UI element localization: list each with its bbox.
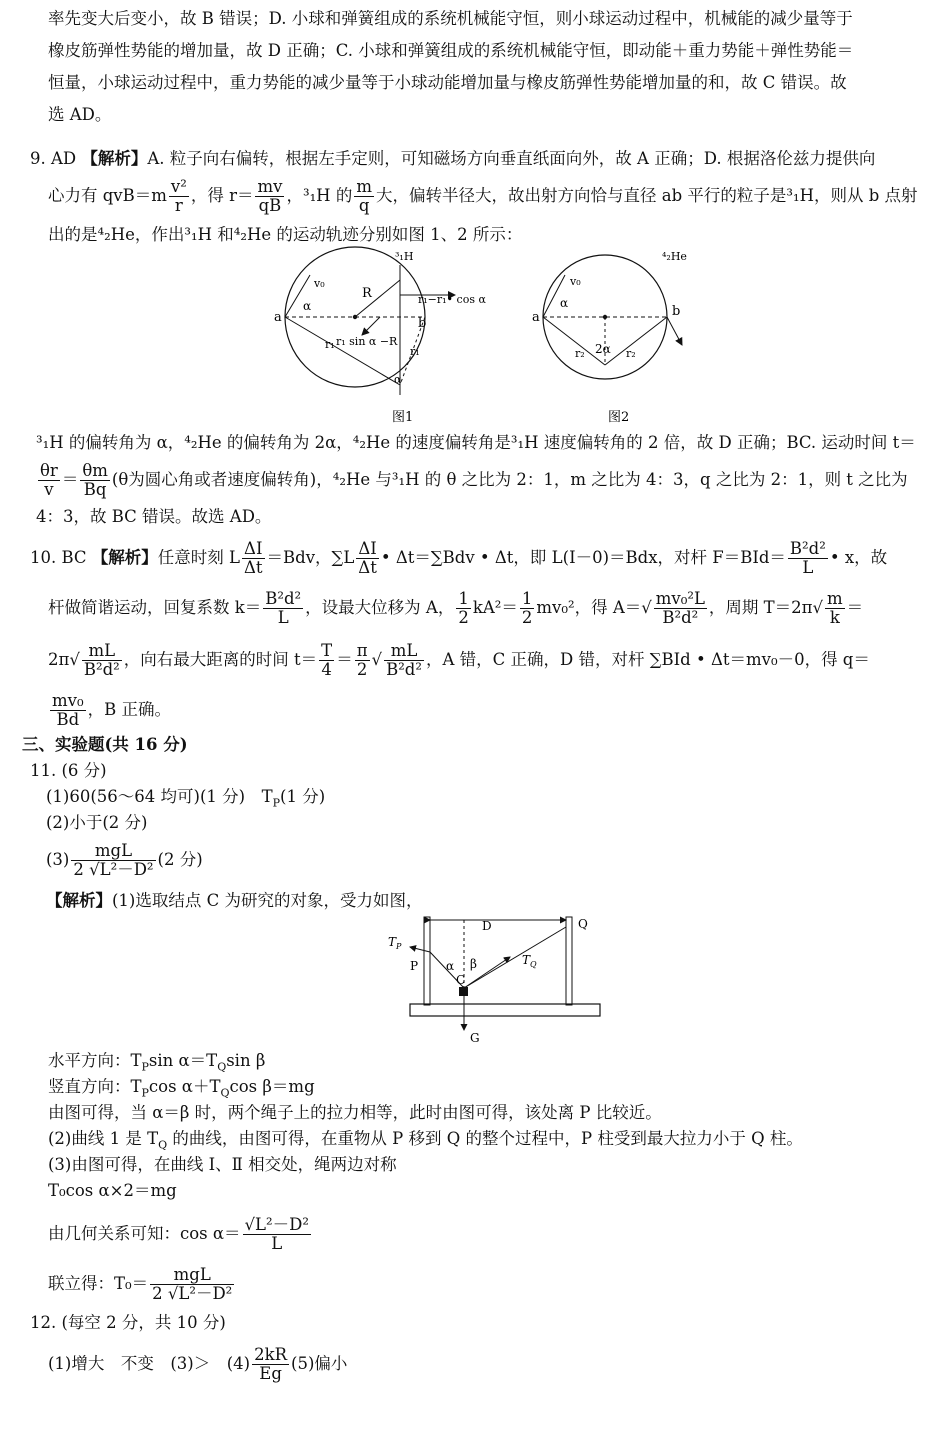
q11-p: 联立得：T₀＝ $\frac{\text{mgL}}{\text{2 √L²－D²}}$	[48, 1265, 233, 1303]
svg-text:α: α	[446, 959, 455, 973]
q11-h: 水平方向：$T_P\sin$ $\alpha=T_Q\sin$ β	[48, 1051, 266, 1074]
svg-text:图2: 图2	[608, 410, 630, 425]
q9-line3: 出的是⁴₂He，作出³₁H 和⁴₂He 的运动轨迹分别如图 1、2 所示：	[48, 225, 523, 244]
text-line: 选 AD。	[48, 105, 112, 124]
svg-text:v₀: v₀	[314, 277, 325, 290]
svg-text:Q: Q	[578, 917, 588, 931]
svg-text:P: P	[410, 959, 419, 973]
q9-line2: 心力有 qvB＝m $\frac{\text{v²}}{r}$ ，得 r＝ $\frac{mv}{qB}$ ，³₁H 的 $\frac{m}{q}$ 大，偏转半径大，故出射方向恰与直径 ab 平行的粒子是³₁H，则从 b 点射	[48, 177, 918, 215]
q9-line4: ³₁H 的偏转角为 α，⁴₂He 的偏转角为 2α，⁴₂He 的速度偏转角是³₁H 速度偏转角的 2 倍，故 D 正确；BC. 运动时间 t＝	[36, 433, 916, 452]
q10-line2: 杆做简谐运动，回复系数 k＝ $\frac{\text{B²d²}}{L}$ ，设最大位移为 A， $\frac{1}{2}$ kA²＝ $\frac{1}{2}$ mv₀²，得 A＝√ $\frac{\text{mv₀²L}}{\text{B²d²}}$ ，周期 T＝2π√ $\frac{m}{k}$ ＝	[48, 589, 864, 627]
svg-text:D: D	[482, 919, 492, 933]
svg-text:r₁: r₁	[410, 345, 420, 358]
fraction: $\frac{\text{v²}}{r}$	[170, 177, 187, 215]
q10-line1: 10. BC 【解析】任意时刻 L $\frac{\Delta I}{\Delta t}$ ＝Bdv，∑L $\frac{\Delta I}{\Delta t}$ • Δt＝∑Bdv • Δt，即 L(I－0)＝Bdx，对杆 F＝BId＝ $\frac{\text{B²d²}}{L}$ • x，故	[30, 539, 888, 577]
svg-text:2α: 2α	[595, 342, 611, 356]
svg-text:a: a	[532, 310, 540, 325]
q11-k: 由图可得，当 α＝β 时，两个绳子上的拉力相等，此时由图可得，该处离 P 比较近。	[48, 1103, 662, 1122]
svg-text:r₁ sin α −R: r₁ sin α −R	[336, 335, 398, 348]
q11-o: 由几何关系可知：cos α＝ $\frac{\text{√L²－D²}}{L}$	[48, 1215, 309, 1253]
q11-m: (3)由图可得，在曲线 Ⅰ、Ⅱ 相交处，绳两边对称	[48, 1155, 397, 1174]
svg-text:G: G	[470, 1031, 480, 1045]
q11-analysis: 【解析】(1)选取结点 C 为研究的对象，受力如图，	[46, 891, 423, 910]
svg-text:R: R	[362, 286, 372, 301]
q11-ans3: (3) $\frac{\text{mgL}}{\text{2 √L²－D²}}$ (2 分)	[46, 841, 203, 879]
svg-text:α: α	[394, 373, 402, 386]
q11-ans1: (1)60(56～64 均可)(1 分) $T_P(1$ 分)	[46, 787, 326, 810]
trajectory-figures	[270, 245, 710, 430]
svg-text:TP: $T_P$	[388, 935, 402, 951]
fraction: $\frac{m}{q}$	[356, 177, 372, 215]
svg-text:b: b	[418, 316, 427, 331]
figure-2	[532, 250, 687, 425]
q11-title: 11. (6 分)	[30, 761, 107, 780]
q10-line3: 2π√ $\frac{mL}{\text{B²d²}}$ ，向右最大距离的时间 t＝ $\frac{T}{4}$ ＝ $\frac{\pi}{2}$ √ $\frac{mL}{\text{B²d²}}$ ，A 错，C 正确，D 错，对杆 ∑BId • Δt＝mv₀－0，得 q＝	[48, 641, 870, 679]
svg-text:α: α	[303, 299, 312, 313]
text-line: 橡皮筋弹性势能的增加量，故 D 正确；C. 小球和弹簧组成的系统机械能守恒，即动能＋重力势能＋弹性势能＝	[48, 41, 854, 60]
q9-line6: 4：3，故 BC 错误。故选 AD。	[36, 507, 272, 526]
svg-text:TQ: $T_Q$	[522, 953, 537, 969]
svg-text:r₂: r₂	[626, 347, 636, 360]
svg-text:a: a	[274, 310, 282, 325]
analysis-tag: 【解析】	[81, 149, 148, 168]
svg-text:v₀: v₀	[570, 275, 581, 288]
svg-text:b: b	[672, 304, 681, 319]
force-figure	[380, 912, 610, 1047]
q12-title: 12. (每空 2 分，共 10 分)	[30, 1313, 226, 1332]
q11-n: T₀cos α×2＝mg	[48, 1181, 177, 1200]
section-heading: 三、实验题(共 16 分)	[22, 735, 188, 754]
figure-1	[274, 247, 486, 425]
svg-text:³₁H: ³₁H	[395, 250, 414, 263]
svg-text:r₂: r₂	[575, 347, 585, 360]
svg-text:图1: 图1	[392, 410, 414, 425]
svg-text:⁴₂He: ⁴₂He	[662, 250, 687, 263]
q10-line4: $\frac{\text{mv₀}}{Bd}$ ，B 正确。	[52, 691, 171, 729]
q11-l: (2)曲线 1 是 $T_Q$ 的曲线，由图可得，在重物从 P 移到 Q 的整个过程中，P 柱受到最大拉力小于 Q 柱。	[48, 1129, 803, 1152]
q12-ans: (1)增大 不变 (3)＞ (4) $\frac{2kR}{Eg}$ (5)偏小	[48, 1345, 348, 1383]
q9-line5: $\frac{\theta r}{v}$ ＝ $\frac{\theta m}{Bq}$ (θ为圆心角或者速度偏转角)，⁴₂He 与³₁H 的 θ 之比为 2：1，m 之比为 4：3，q 之比为 2：1，则 t 之比为	[40, 461, 908, 499]
text-line: 率先变大后变小，故 B 错误；D. 小球和弹簧组成的系统机械能守恒，则小球运动过程中，机械能的减少量等于	[48, 9, 853, 28]
svg-text:C: C	[456, 973, 466, 987]
q9-line1: 9. AD 【解析】A. 粒子向右偏转，根据左手定则，可知磁场方向垂直纸面向外，故 A 正确；D. 根据洛伦兹力提供向	[30, 149, 876, 168]
svg-text:r₁: r₁	[325, 338, 335, 351]
text-line: 恒量，小球运动过程中，重力势能的减少量等于小球动能增加量与橡皮筋弹性势能增加量的和，故 C 错误。故	[48, 73, 847, 92]
q11-ans2: (2)小于(2 分)	[46, 813, 148, 832]
svg-text:α: α	[560, 296, 569, 310]
svg-text:r₁−r₁• cos α: r₁−r₁• cos α	[418, 293, 486, 306]
fraction: $\frac{mv}{qB}$	[257, 177, 283, 215]
q11-v: 竖直方向：$T_P\cos$ $\alpha+T_Q\cos$ β＝mg	[48, 1077, 315, 1100]
svg-text:β: β	[470, 957, 477, 971]
